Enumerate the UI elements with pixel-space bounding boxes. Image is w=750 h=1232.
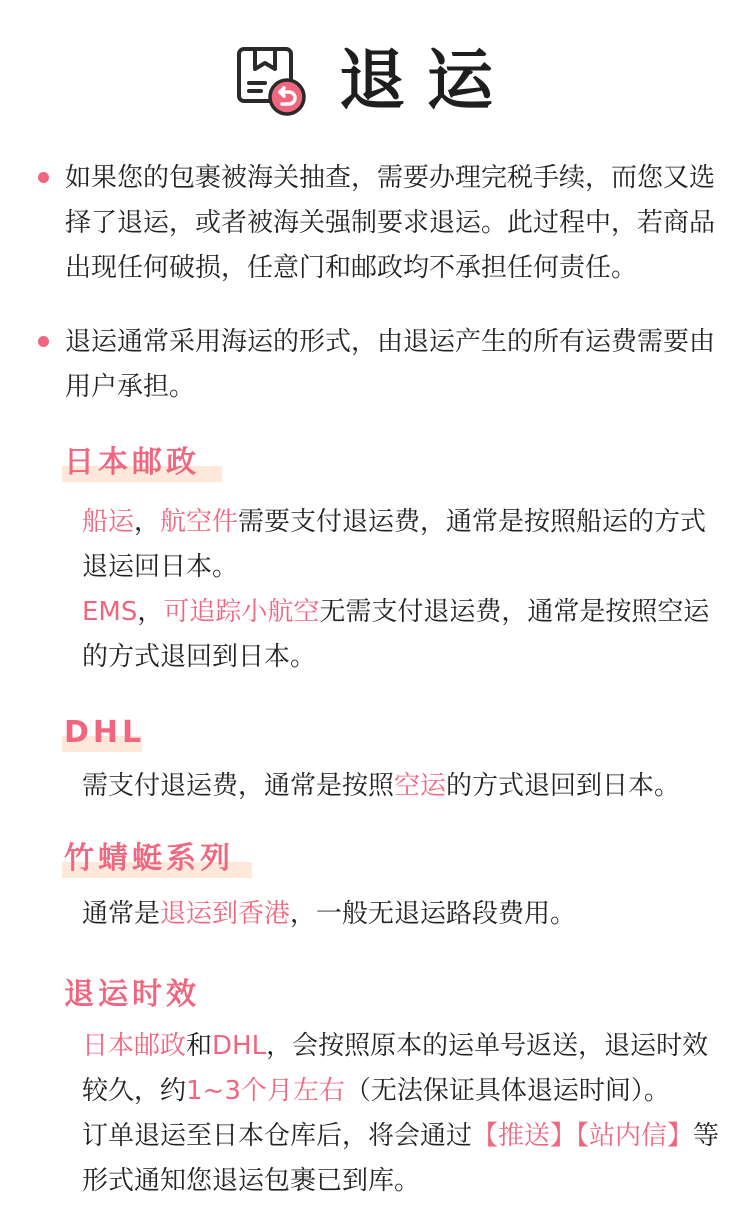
body-text: 订单退运至日本仓库后，将会通过 xyxy=(82,1121,473,1151)
notice-text: 如果您的包裹被海关抽查，需要办理完税手续，而您又选择了退运，或者被海关强制要求退运。此过程中，若商品出现任何破损，任意门和邮政均不承担任何责任。 xyxy=(65,163,716,283)
body-text: ，会按照原本的运单号返送，退运时效较久，约 xyxy=(82,1031,709,1106)
highlight-text: 【站内信】 xyxy=(576,1121,694,1151)
page-header xyxy=(0,36,750,126)
highlight-text: EMS xyxy=(82,597,138,627)
highlight-text: 船运 xyxy=(82,507,135,537)
notice-item xyxy=(38,320,718,410)
bullet-dot-icon xyxy=(38,336,49,347)
highlight-text: 1~3个月左右 xyxy=(186,1076,345,1106)
japan-post-line-1 xyxy=(82,500,722,590)
body-text: 需支付退运费，通常是按照 xyxy=(82,771,395,801)
section-title-japan-post: 日本邮政 xyxy=(64,445,200,480)
highlight-text: 航空件 xyxy=(160,507,239,537)
body-text: 和 xyxy=(186,1031,213,1061)
bullet-dot-icon xyxy=(38,172,49,183)
section-title-timing: 退运时效 xyxy=(64,977,200,1012)
section-body-japan-post xyxy=(82,500,722,680)
separator-text: ， xyxy=(137,597,164,627)
highlight-text: 可追踪小航空 xyxy=(163,597,320,627)
notice-text: 退运通常采用海运的形式，由退运产生的所有运费需要由用户承担。 xyxy=(65,327,716,402)
separator-text: ， xyxy=(134,507,161,537)
japan-post-line-2 xyxy=(82,590,722,680)
highlight-text: 日本邮政 xyxy=(82,1031,187,1061)
highlight-text: 【推送】 xyxy=(472,1121,577,1151)
highlight-text: 空运 xyxy=(394,771,447,801)
timing-line-1 xyxy=(82,1024,722,1114)
body-text: 的方式退回到日本。 xyxy=(446,771,681,801)
page-title: 退运 xyxy=(339,42,515,119)
body-text: 需要支付退运费，通常是按照船运的方式退运回日本。 xyxy=(82,507,707,582)
notice-item xyxy=(38,156,718,291)
section-body-dhl xyxy=(82,764,722,809)
section-title-dhl: DHL xyxy=(64,715,146,750)
section-body-timing xyxy=(82,1024,722,1204)
body-text: 通常是 xyxy=(82,899,161,929)
section-title-dragonfly: 竹蜻蜓系列 xyxy=(64,841,234,876)
highlight-text: DHL xyxy=(212,1031,267,1061)
body-text: （无法保证具体退运时间）。 xyxy=(344,1076,670,1106)
highlight-text: 退运到香港 xyxy=(160,899,291,929)
body-text: 等形式通知您退运包裹已到库。 xyxy=(82,1121,720,1196)
body-text: 无需支付退运费，通常是按照空运的方式退回到日本。 xyxy=(82,597,710,672)
timing-line-2 xyxy=(82,1114,722,1204)
package-return-icon xyxy=(235,45,309,117)
body-text: ，一般无退运路段费用。 xyxy=(290,899,577,929)
section-body-dragonfly xyxy=(82,892,722,937)
